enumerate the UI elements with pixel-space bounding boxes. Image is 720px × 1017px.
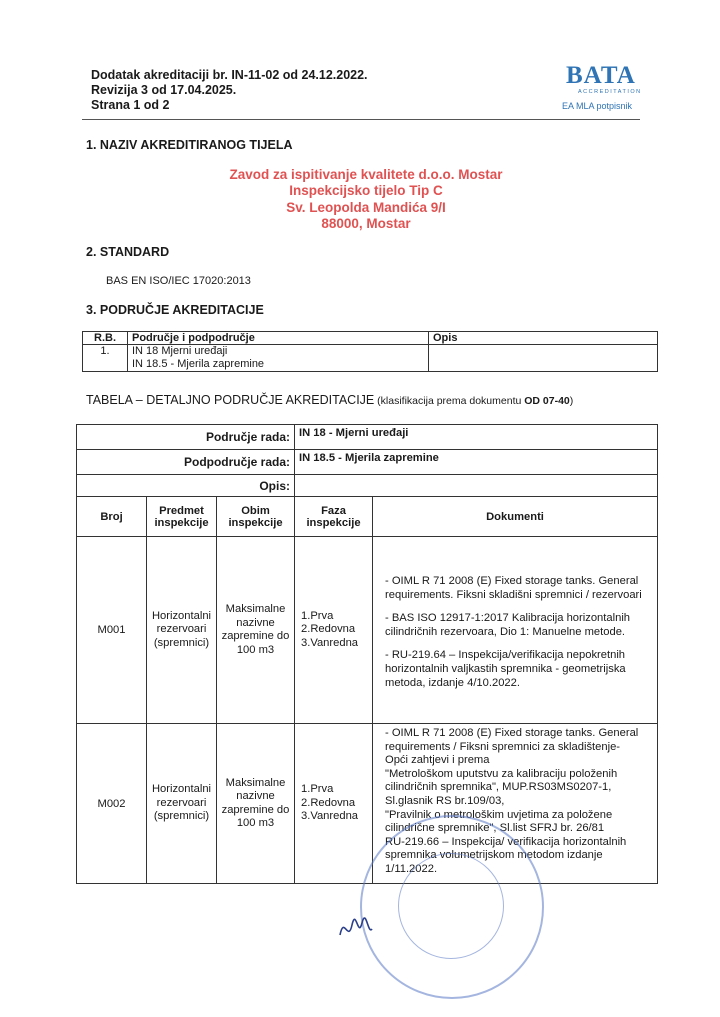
header-opis: Opis — [429, 332, 658, 345]
scope-subarea: IN 18.5 - Mjerila zapremine — [132, 358, 265, 370]
header-rb: R.B. — [83, 332, 128, 345]
scope-table — [82, 331, 658, 372]
doc-reference: Dodatak akreditaciji br. IN-11-02 od 24.12.2022. — [91, 68, 368, 82]
section-3-title: 3. PODRUČJE AKREDITACIJE — [86, 303, 264, 317]
col-predmet: Predmet inspekcije — [147, 497, 217, 537]
body-address-line: Sv. Leopolda Mandića 9/I — [286, 200, 446, 215]
podrucje-value: IN 18 - Mjerni uređaji — [295, 425, 658, 450]
podpodrucje-value: IN 18.5 - Mjerila zapremine — [295, 450, 658, 475]
body-name-line-1: Zavod za ispitivanje kvalitete d.o.o. Mostar — [229, 167, 503, 182]
header-divider — [82, 119, 640, 120]
col-faza: Faza inspekcije — [295, 497, 373, 537]
table-row — [77, 724, 658, 884]
podrucje-label: Područje rada: — [77, 425, 295, 450]
official-stamp-inner — [398, 853, 504, 959]
row-predmet: Horizontalni rezervoari (spremnici) — [147, 537, 217, 724]
detail-table-title: TABELA – DETALJNO PODRUČJE AKREDITACIJE (klasifikacija prema dokumentu OD 07-40) — [86, 393, 574, 407]
scope-opis — [429, 345, 658, 372]
section-2-title: 2. STANDARD — [86, 245, 170, 259]
opis-value — [295, 475, 658, 497]
body-name-line-2: Inspekcijsko tijelo Tip C — [289, 183, 443, 198]
row-dokumenti: - OIML R 71 2008 (E) Fixed storage tanks. General requirements / Fiksni spremnici za skladištenje- Opći zahtjevi i prema "Metrološkom uputstvu za kalibraciju položenih cilindričnih spremnika", MUP.RS03MS0207-1, Sl.glasnik RS br.109/03, "Pravilnik o metrološkim uvjetima za položene cilindrične spremnike", Sl.list SFRJ br. 26/81 RU-219.66 – Inspekcija/ verifikacija horizontalnih spremnika volumetrijskom metodom izdanje 1/11.2022. — [373, 724, 658, 884]
bata-logo — [566, 62, 642, 96]
row-dokumenti: - OIML R 71 2008 (E) Fixed storage tanks. General requirements. Fiksni skladišni spremnici / rezervoari - BAS ISO 12917-1:2017 Kalibracija horizontalnih cilindričnih rezervoara, Dio 1: Manuelne metode. - RU-219.64 – Inspekcija/verifikacija nepokretnih horizontalnih valjkastih spremnika - geometrijska metoda, izdanje 4/10.2022. — [373, 537, 658, 724]
col-broj: Broj — [77, 497, 147, 537]
page-number: Strana 1 od 2 — [91, 98, 170, 112]
scope-podrucje — [128, 345, 429, 372]
table-row — [77, 537, 658, 724]
opis-label: Opis: — [77, 475, 295, 497]
row-faza: 1.Prva 2.Redovna 3.Vanredna — [295, 724, 373, 884]
logo-text: BATA — [566, 62, 636, 89]
body-city-line: 88000, Mostar — [321, 216, 411, 231]
standard-value: BAS EN ISO/IEC 17020:2013 — [106, 275, 251, 287]
row-broj: M001 — [77, 537, 147, 724]
row-predmet: Horizontalni rezervoari (spremnici) — [147, 724, 217, 884]
section-1-title: 1. NAZIV AKREDITIRANOG TIJELA — [86, 138, 293, 152]
signature-icon — [336, 905, 376, 945]
row-obim: Maksimalne nazivne zapremine do 100 m3 — [217, 537, 295, 724]
row-broj: M002 — [77, 724, 147, 884]
row-faza: 1.Prva 2.Redovna 3.Vanredna — [295, 537, 373, 724]
row-obim: Maksimalne nazivne zapremine do 100 m3 — [217, 724, 295, 884]
scope-area: IN 18 Mjerni uređaji — [132, 345, 228, 357]
podpodrucje-label: Podpodručje rada: — [77, 450, 295, 475]
col-dokumenti: Dokumenti — [373, 497, 658, 537]
header-podrucje: Područje i podpodručje — [128, 332, 429, 345]
ea-mla-label: EA MLA potpisnik — [562, 101, 633, 111]
logo-sub: ACCREDITATION — [578, 89, 642, 95]
detail-table — [76, 424, 658, 884]
revision: Revizija 3 od 17.04.2025. — [91, 83, 237, 97]
col-obim: Obim inspekcije — [217, 497, 295, 537]
scope-rb: 1. — [83, 345, 128, 372]
